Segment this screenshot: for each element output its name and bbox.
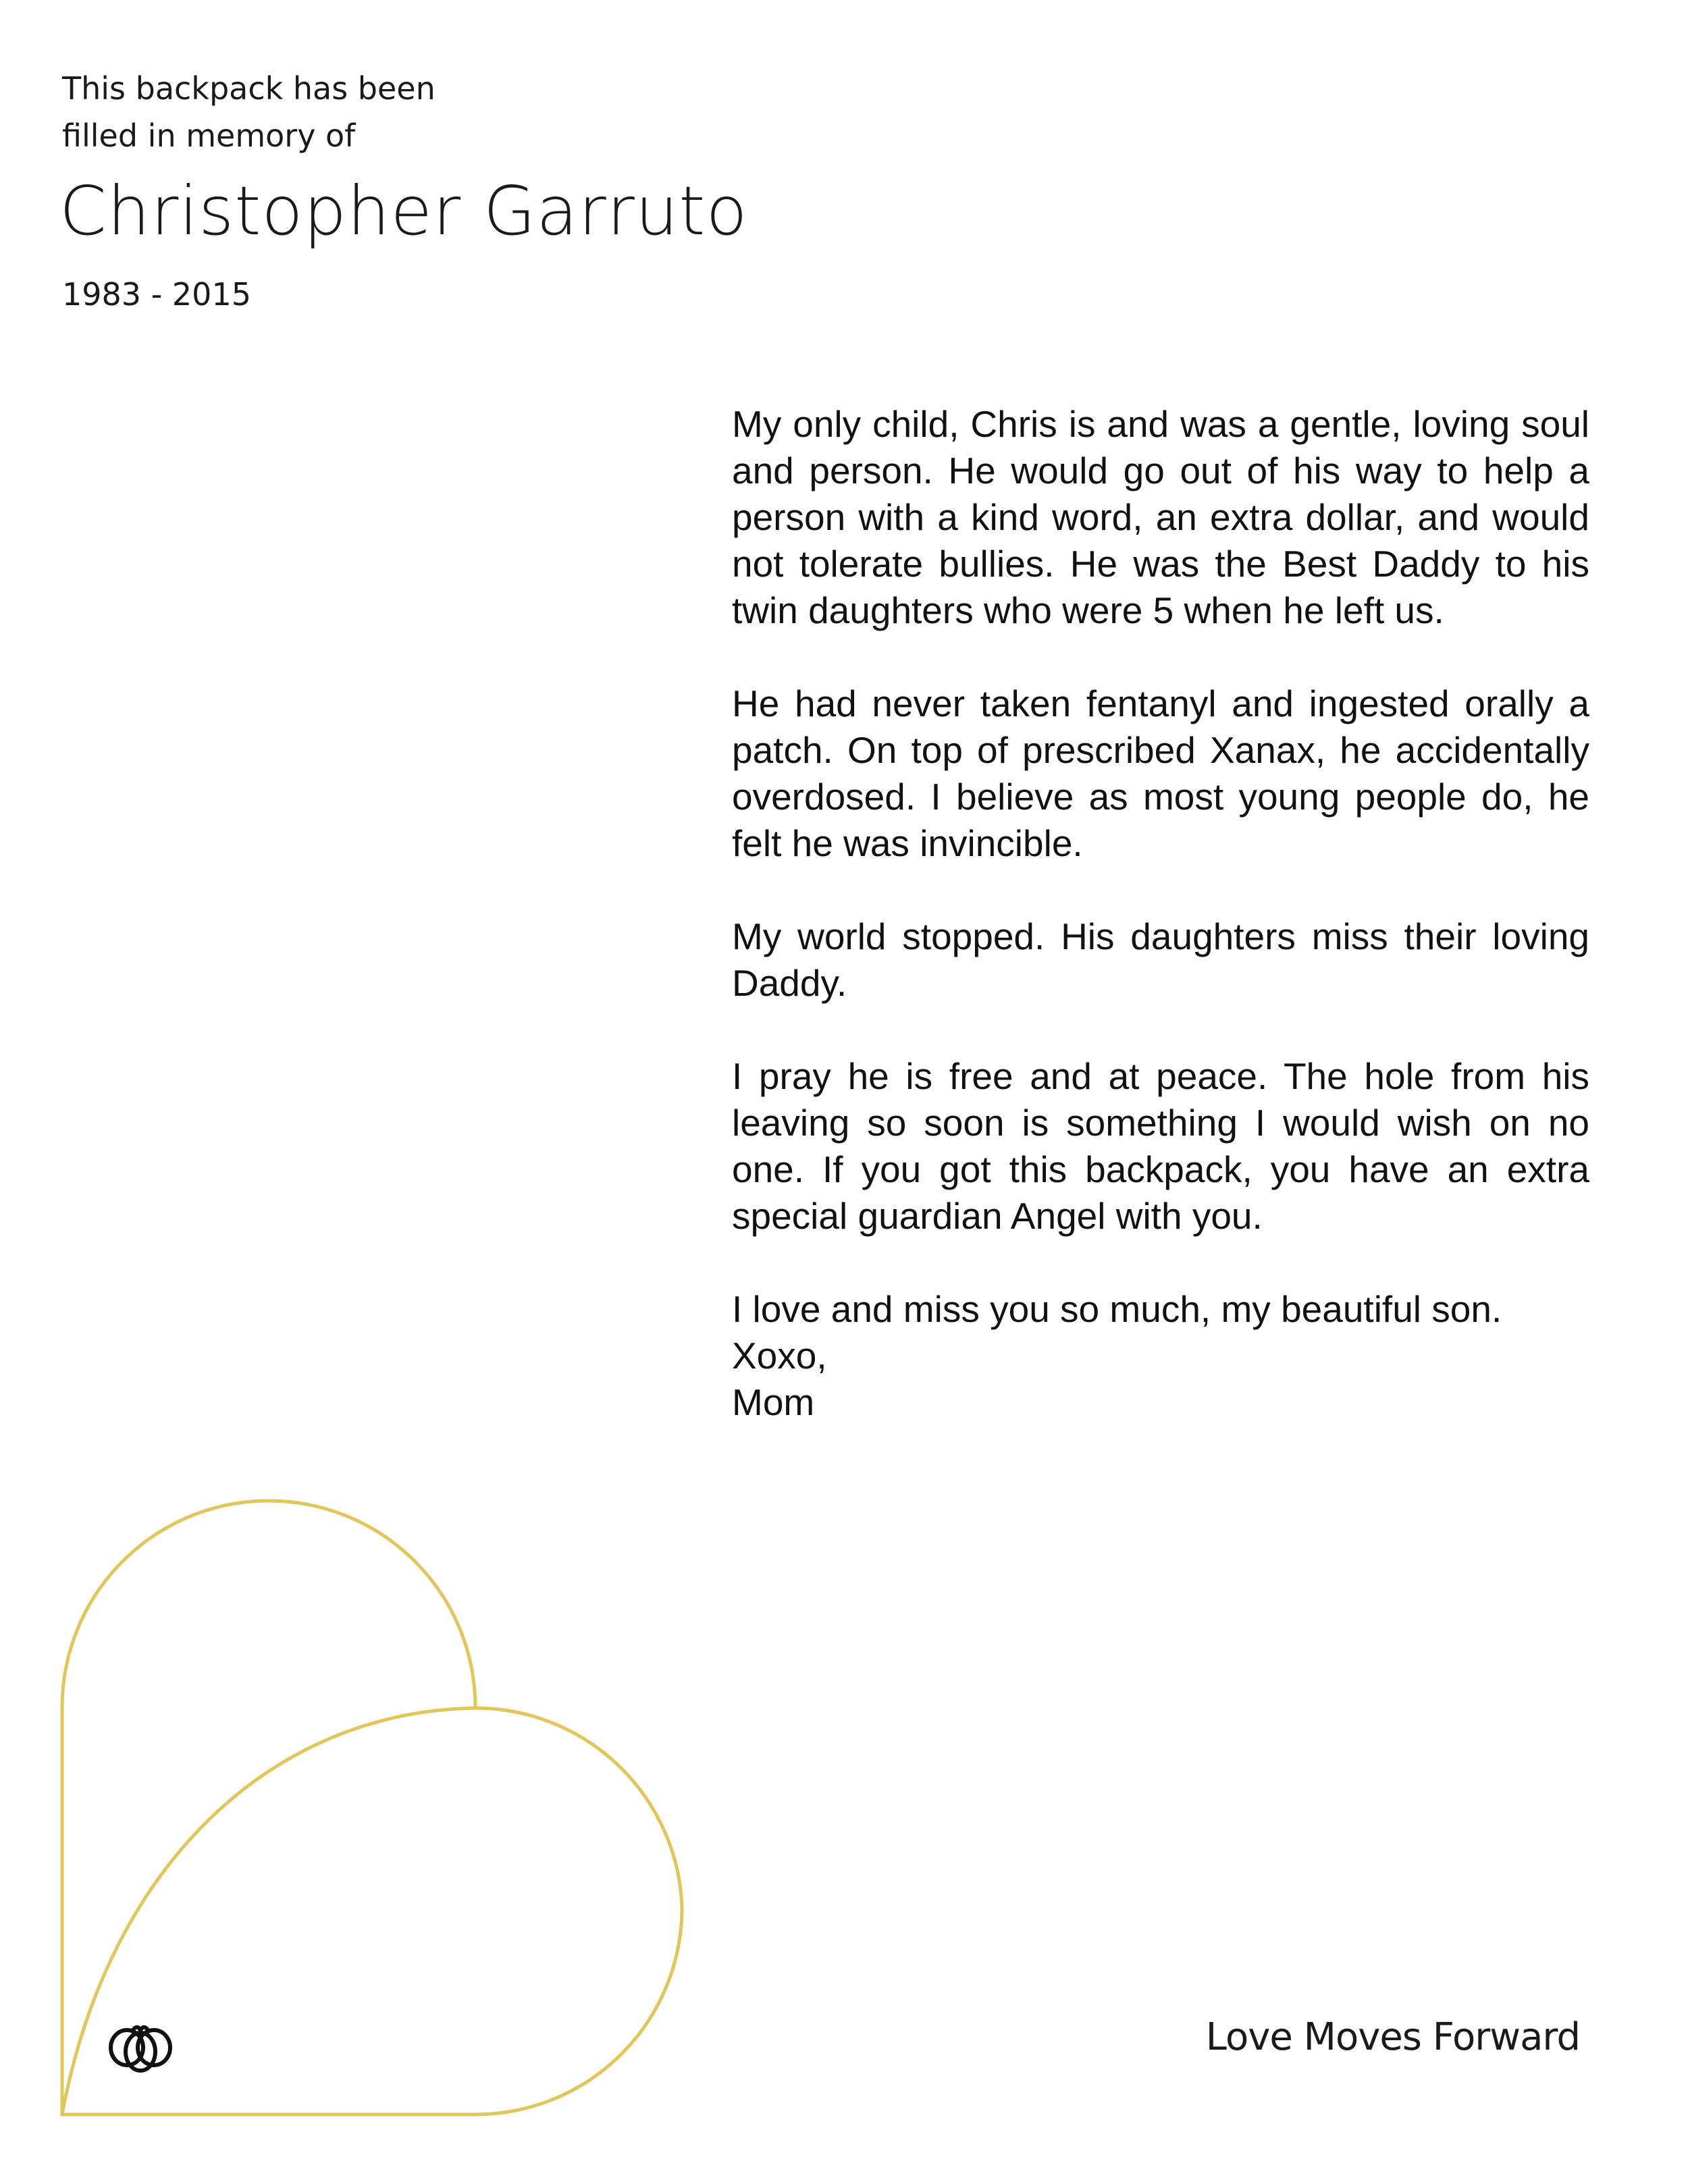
intro-line-1: This backpack has been [62, 70, 436, 107]
letter-paragraph: I pray he is free and at peace. The hole from his leaving so soon is something I would wish on no one. If you got this backpack, you have an extra special guardian Angel with you. [732, 1055, 1589, 1237]
letter-paragraph: My only child, Chris is and was a gentle, loving soul and person. He would go out of his way to help a person with a kind word, an extra dollar, and would not tolerate bullies. He was the Best Daddy to his twin daughters who were 5 when he left us. [732, 403, 1589, 631]
heart-leaf-logo-icon [54, 1489, 689, 2123]
closing-salutation: Xoxo, [732, 1335, 827, 1377]
intro-line-2: filled in memory of [62, 117, 356, 154]
letter-body [732, 401, 1589, 1426]
closing-line: I love and miss you so much, my beautiful son. [732, 1288, 1502, 1330]
letter-paragraph: My world stopped. His daughters miss their loving Daddy. [732, 915, 1589, 1004]
letter-closing [732, 1286, 1589, 1426]
bee-icon [111, 2027, 170, 2071]
logo-outline [62, 1501, 682, 2114]
letter-paragraph: He had never taken fentanyl and ingested orally a patch. On top of prescribed Xanax, he accidentally overdosed. I believe as most young people do, he felt he was invincible. [732, 683, 1589, 864]
memorial-name: Christopher Garruto [59, 171, 748, 250]
brand-tagline: Love Moves Forward [1205, 2015, 1580, 2059]
signature: Mom [732, 1381, 815, 1423]
memorial-dates: 1983 - 2015 [62, 276, 251, 313]
memorial-intro [62, 65, 436, 159]
